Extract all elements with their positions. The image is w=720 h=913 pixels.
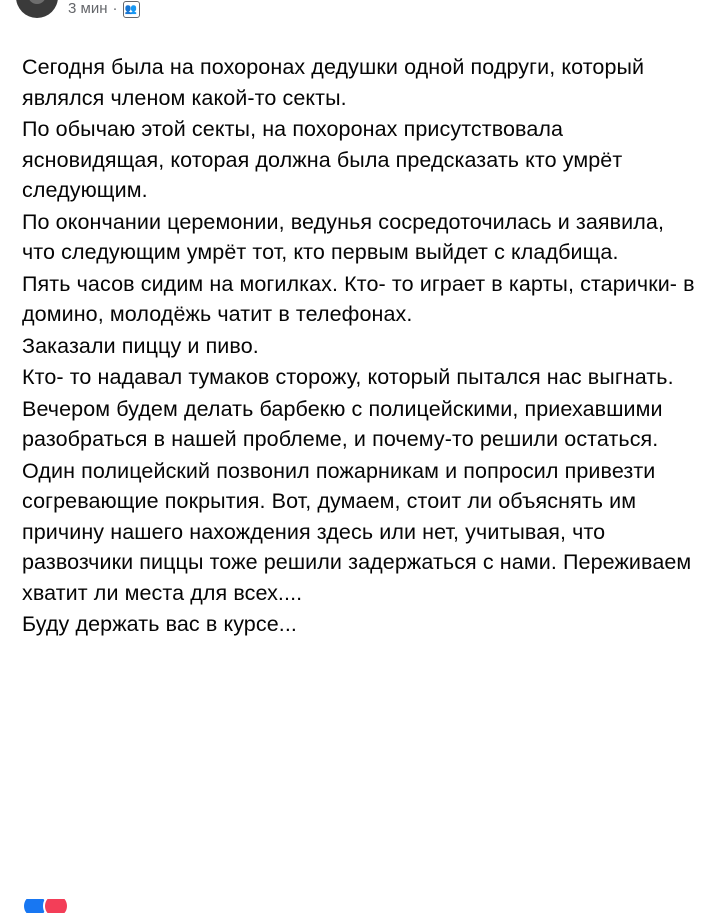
post-paragraph: Вечером будем делать барбекю с полицейскими, приехавшими разобраться в нашей проблеме, и почему-то решили остаться.: [22, 396, 663, 452]
post-paragraph: Сегодня была на похоронах дедушки одной подруги, который являлся членом какой-то секты.: [22, 55, 645, 110]
love-reaction-icon[interactable]: [43, 899, 69, 913]
post-meta: [68, 0, 140, 19]
post-paragraph: Буду держать вас в курсе...: [22, 612, 297, 637]
post-paragraph: По обычаю этой секты, на похоронах присутствовала ясновидящая, которая должна была предсказать кто умрёт следующим.: [22, 117, 623, 203]
reactions-bar[interactable]: [22, 899, 77, 913]
post-paragraph: Пять часов сидим на могилках. Кто- то играет в карты, старички- в домино, молодёжь чатит в телефонах.: [22, 271, 695, 327]
post-paragraph: По окончании церемонии, ведунья сосредоточилась и заявила, что следующим умрёт тот, кто первым выйдет с кладбища.: [22, 209, 665, 265]
post-timestamp[interactable]: 3 мин: [68, 0, 108, 18]
meta-separator: ·: [112, 0, 118, 18]
post-header: [0, 0, 720, 38]
avatar[interactable]: [16, 0, 58, 18]
post-paragraph: Один полицейский позвонил пожарникам и попросил привезти согревающие покрытия. Вот, думаем, стоит ли объяснять им причину нашего нахождения здесь или нет, учитывая, что развозчики пиццы тоже решили задержаться с нами. Переживаем хватит ли места для всех....: [22, 458, 692, 605]
post-paragraph: Кто- то надавал тумаков сторожу, который пытался нас выгнать.: [22, 365, 674, 390]
post-paragraph: Заказали пиццу и пиво.: [22, 333, 259, 358]
post-text: [0, 38, 720, 640]
post-author-block: [68, 0, 140, 19]
friends-icon[interactable]: 👥: [123, 1, 140, 18]
